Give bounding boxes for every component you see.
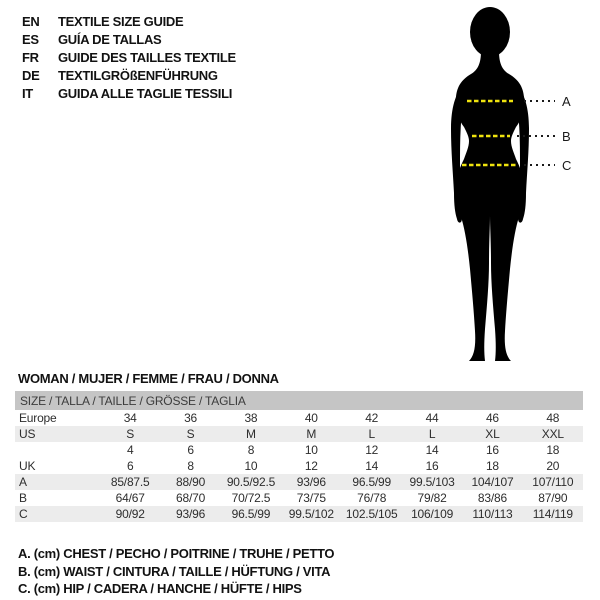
size-cell: 73/75	[296, 491, 326, 505]
legend-line-waist: B. (cm) WAIST / CINTURA / TAILLE / HÜFTUNG / VITA	[18, 563, 331, 579]
language-row-it	[22, 84, 236, 102]
language-row-es	[22, 30, 236, 48]
size-cell: XL	[462, 426, 522, 442]
size-cell: 107/110	[523, 474, 583, 490]
size-cell: 96.5/99	[221, 506, 281, 522]
size-cell: 99.5/102	[281, 506, 341, 522]
size-cell: 99.5/103	[402, 474, 462, 490]
table-row-europe	[15, 410, 583, 426]
size-cell: 83/86	[477, 491, 507, 505]
size-cell: 90/92	[100, 506, 160, 522]
size-cell: 87/90	[538, 491, 568, 505]
table-row-waist	[15, 490, 583, 506]
size-cell: 110/113	[462, 506, 522, 522]
size-cell: 40	[304, 411, 318, 425]
table-header: SIZE / TALLA / TAILLE / GRÖSSE / TAGLIA	[15, 391, 583, 410]
size-cell: L	[342, 426, 402, 442]
table-title: WOMAN / MUJER / FEMME / FRAU / DONNA	[18, 371, 279, 386]
measurement-legend	[18, 545, 334, 598]
size-cell: 20	[546, 459, 560, 473]
size-figure	[420, 5, 590, 367]
language-code: DE	[22, 67, 40, 83]
row-label: C	[15, 506, 100, 522]
size-cell: 36	[184, 411, 198, 425]
size-cell: 12	[365, 443, 379, 457]
size-table	[15, 391, 583, 522]
language-row-fr	[22, 48, 236, 66]
size-cell: 46	[485, 411, 499, 425]
table-row-us-numeric	[15, 442, 583, 458]
size-cell: M	[281, 426, 341, 442]
size-cell: 42	[365, 411, 379, 425]
size-cell: 4	[126, 443, 134, 457]
language-label: GUIDA ALLE TAGLIE TESSILI	[58, 85, 233, 101]
language-code: ES	[22, 31, 39, 47]
woman-silhouette	[451, 7, 529, 361]
table-row-us	[15, 426, 583, 442]
row-label: UK	[19, 459, 36, 473]
size-cell: 106/109	[402, 506, 462, 522]
size-cell: 10	[304, 443, 318, 457]
row-label: US	[15, 426, 100, 442]
size-cell: 16	[485, 443, 499, 457]
size-cell: S	[100, 426, 160, 442]
row-label: A	[15, 474, 100, 490]
size-cell: 70/72.5	[231, 491, 271, 505]
size-cell: 102.5/105	[342, 506, 402, 522]
language-label: GUÍA DE TALLAS	[58, 31, 162, 47]
size-cell: 93/96	[281, 474, 341, 490]
size-cell: 64/67	[115, 491, 145, 505]
size-cell: 48	[546, 411, 560, 425]
marker-label-a: A	[562, 94, 571, 109]
woman-silhouette-svg	[420, 5, 590, 367]
size-cell: 10	[244, 459, 258, 473]
size-cell: 14	[425, 443, 439, 457]
size-cell: 8	[247, 443, 255, 457]
size-cell: 34	[123, 411, 137, 425]
size-cell: XXL	[523, 426, 583, 442]
size-cell: 76/78	[357, 491, 387, 505]
language-label: TEXTILE SIZE GUIDE	[58, 13, 184, 29]
size-cell: 104/107	[462, 474, 522, 490]
table-row-uk	[15, 458, 583, 474]
language-label: GUIDE DES TAILLES TEXTILE	[58, 49, 236, 65]
language-code: FR	[22, 49, 39, 65]
size-cell: 18	[546, 443, 560, 457]
size-cell: 68/70	[176, 491, 206, 505]
size-cell: 88/90	[160, 474, 220, 490]
size-cell: 114/119	[523, 506, 583, 522]
figure-body	[456, 51, 525, 361]
language-list	[22, 12, 236, 102]
table-row-chest	[15, 474, 583, 490]
size-cell: 90.5/92.5	[221, 474, 281, 490]
size-cell: 14	[365, 459, 379, 473]
table-header-row	[15, 391, 583, 410]
size-cell: 96.5/99	[342, 474, 402, 490]
size-cell: 93/96	[160, 506, 220, 522]
size-cell: 79/82	[417, 491, 447, 505]
size-cell: S	[160, 426, 220, 442]
marker-label-b: B	[562, 129, 571, 144]
legend-line-hip: C. (cm) HIP / CADERA / HANCHE / HÜFTE / HIPS	[18, 581, 302, 596]
size-cell: 6	[187, 443, 194, 457]
size-cell: 44	[425, 411, 439, 425]
size-cell: 8	[187, 459, 194, 473]
language-label: TEXTILGRÖßENFÜHRUNG	[58, 67, 218, 83]
language-code: EN	[22, 13, 40, 29]
size-cell: 18	[485, 459, 499, 473]
size-cell: L	[402, 426, 462, 442]
row-label	[15, 442, 100, 458]
size-cell: 12	[304, 459, 318, 473]
language-row-en	[22, 12, 236, 30]
row-label: B	[19, 491, 27, 505]
legend-line-chest: A. (cm) CHEST / PECHO / POITRINE / TRUHE / PETTO	[18, 546, 335, 561]
table-row-hip	[15, 506, 583, 522]
size-cell: 38	[244, 411, 258, 425]
language-code: IT	[22, 85, 33, 101]
size-cell: 6	[126, 459, 134, 473]
size-cell: 85/87.5	[100, 474, 160, 490]
marker-label-c: C	[562, 158, 572, 173]
size-cell: 16	[425, 459, 439, 473]
row-label: Europe	[19, 411, 57, 425]
size-cell: M	[221, 426, 281, 442]
language-row-de	[22, 66, 236, 84]
